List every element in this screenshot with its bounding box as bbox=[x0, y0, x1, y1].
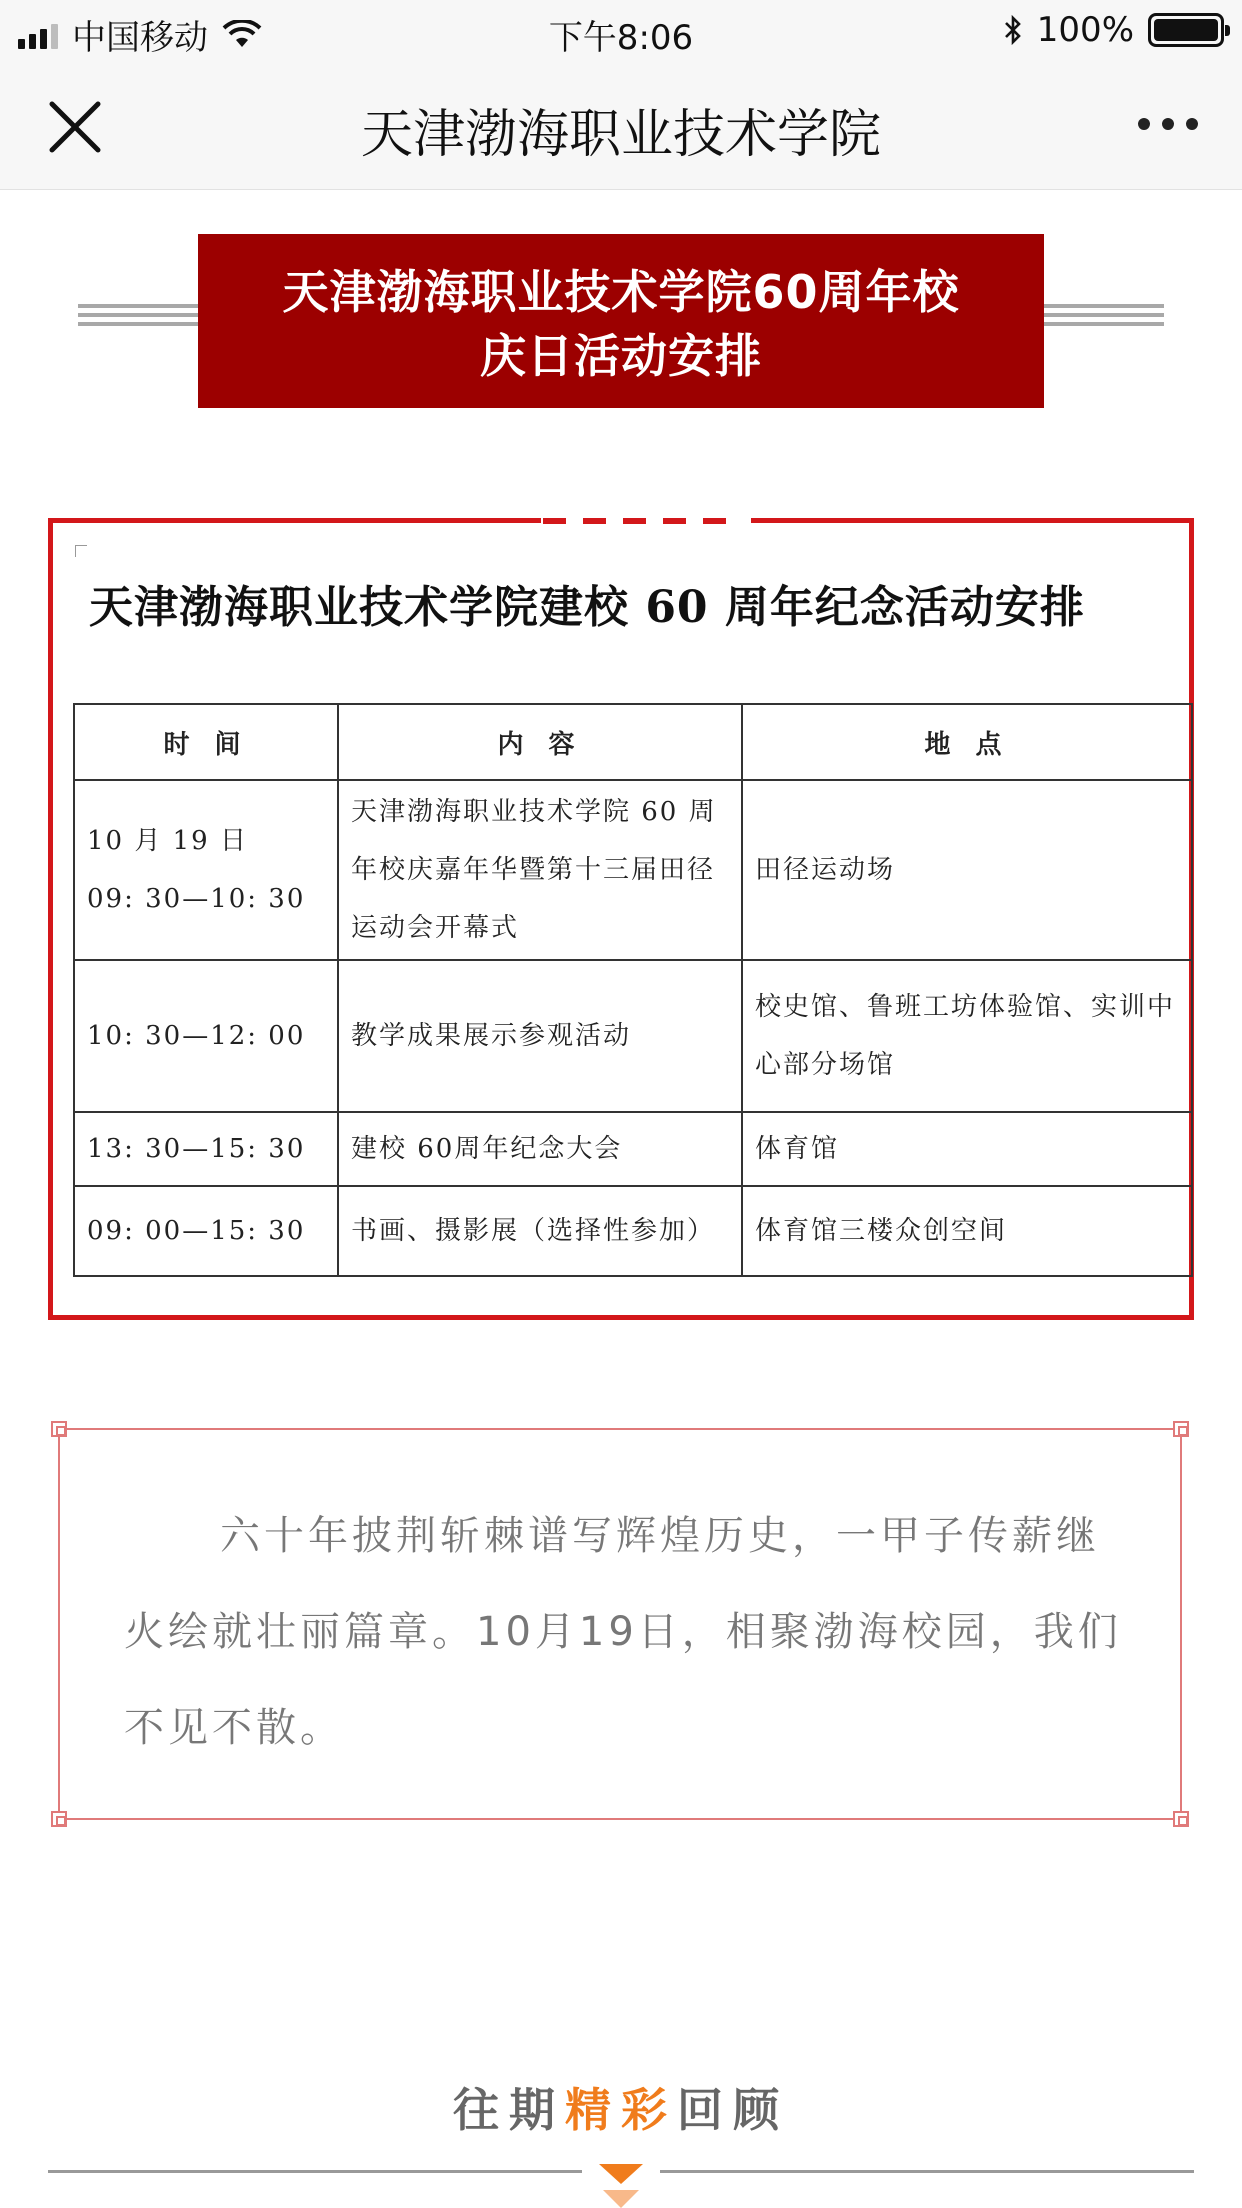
notice-title: 天津渤海职业技术学院建校 60 周年纪念活动安排 bbox=[89, 582, 1085, 633]
more-icon[interactable] bbox=[1138, 118, 1198, 130]
bluetooth-icon bbox=[1003, 14, 1023, 46]
banner-right-lines bbox=[1040, 304, 1164, 336]
status-bar bbox=[0, 0, 1242, 62]
review-divider-right bbox=[660, 2170, 1194, 2173]
corner-mark bbox=[75, 545, 87, 557]
down-arrow-icon bbox=[603, 2190, 639, 2208]
table-row bbox=[74, 960, 1192, 1112]
battery-percent: 100% bbox=[1036, 10, 1134, 50]
cell-time: 09: 00—15: 30 bbox=[74, 1186, 338, 1276]
banner-left-lines bbox=[78, 304, 202, 336]
cell-content: 建校 60周年纪念大会 bbox=[338, 1112, 742, 1186]
nav-bar bbox=[0, 62, 1242, 190]
corner-ornament-icon bbox=[51, 1421, 67, 1437]
notice-dash-decoration bbox=[543, 518, 726, 524]
carrier-label: 中国移动 bbox=[72, 18, 208, 58]
schedule-notice bbox=[48, 518, 1194, 1320]
cell-content: 天津渤海职业技术学院 60 周年校庆嘉年华暨第十三届田径运动会开幕式 bbox=[338, 780, 742, 960]
header-content: 内 容 bbox=[338, 704, 742, 780]
status-right bbox=[1003, 10, 1224, 50]
cell-place: 体育馆三楼众创空间 bbox=[742, 1186, 1192, 1276]
corner-ornament-icon bbox=[1173, 1811, 1189, 1827]
table-header-row bbox=[74, 704, 1192, 780]
corner-ornament-icon bbox=[51, 1811, 67, 1827]
schedule-table bbox=[73, 703, 1193, 1277]
quote-box bbox=[58, 1428, 1182, 1820]
cell-place: 田径运动场 bbox=[742, 780, 1192, 960]
cell-time: 10: 30—12: 00 bbox=[74, 960, 338, 1112]
review-part-2: 精彩 bbox=[565, 2083, 677, 2137]
status-time: 下午8:06 bbox=[548, 18, 694, 58]
header-place: 地 点 bbox=[742, 704, 1192, 780]
table-row bbox=[74, 1112, 1192, 1186]
banner-line-2: 庆日活动安排 bbox=[480, 329, 762, 383]
battery-icon bbox=[1148, 13, 1224, 47]
cell-time-date: 10 月 19 日 bbox=[87, 826, 248, 856]
banner-line-1: 天津渤海职业技术学院60周年校 bbox=[282, 265, 960, 319]
cell-content: 教学成果展示参观活动 bbox=[338, 960, 742, 1112]
title-banner bbox=[198, 234, 1044, 408]
review-heading bbox=[0, 2074, 1242, 2140]
cell-content: 书画、摄影展（选择性参加） bbox=[338, 1186, 742, 1276]
cell-time: 13: 30—15: 30 bbox=[74, 1112, 338, 1186]
down-arrow-icon bbox=[599, 2164, 643, 2184]
review-divider-left bbox=[48, 2170, 582, 2173]
table-row bbox=[74, 1186, 1192, 1276]
cell-time bbox=[74, 780, 338, 960]
cell-place: 体育馆 bbox=[742, 1112, 1192, 1186]
review-part-1: 往期 bbox=[453, 2083, 565, 2137]
cell-place: 校史馆、鲁班工坊体验馆、实训中心部分场馆 bbox=[742, 960, 1192, 1112]
corner-ornament-icon bbox=[1173, 1421, 1189, 1437]
page-title: 天津渤海职业技术学院 bbox=[360, 105, 881, 165]
cell-time-range: 09: 30—10: 30 bbox=[87, 884, 306, 914]
review-part-3: 回顾 bbox=[677, 2083, 789, 2137]
quote-text: 六十年披荆斩棘谱写辉煌历史，一甲子传薪继火绘就壮丽篇章。10月19日，相聚渤海校园，我们不见不散。 bbox=[124, 1513, 1122, 1751]
header-time: 时 间 bbox=[74, 704, 338, 780]
table-row bbox=[74, 780, 1192, 960]
